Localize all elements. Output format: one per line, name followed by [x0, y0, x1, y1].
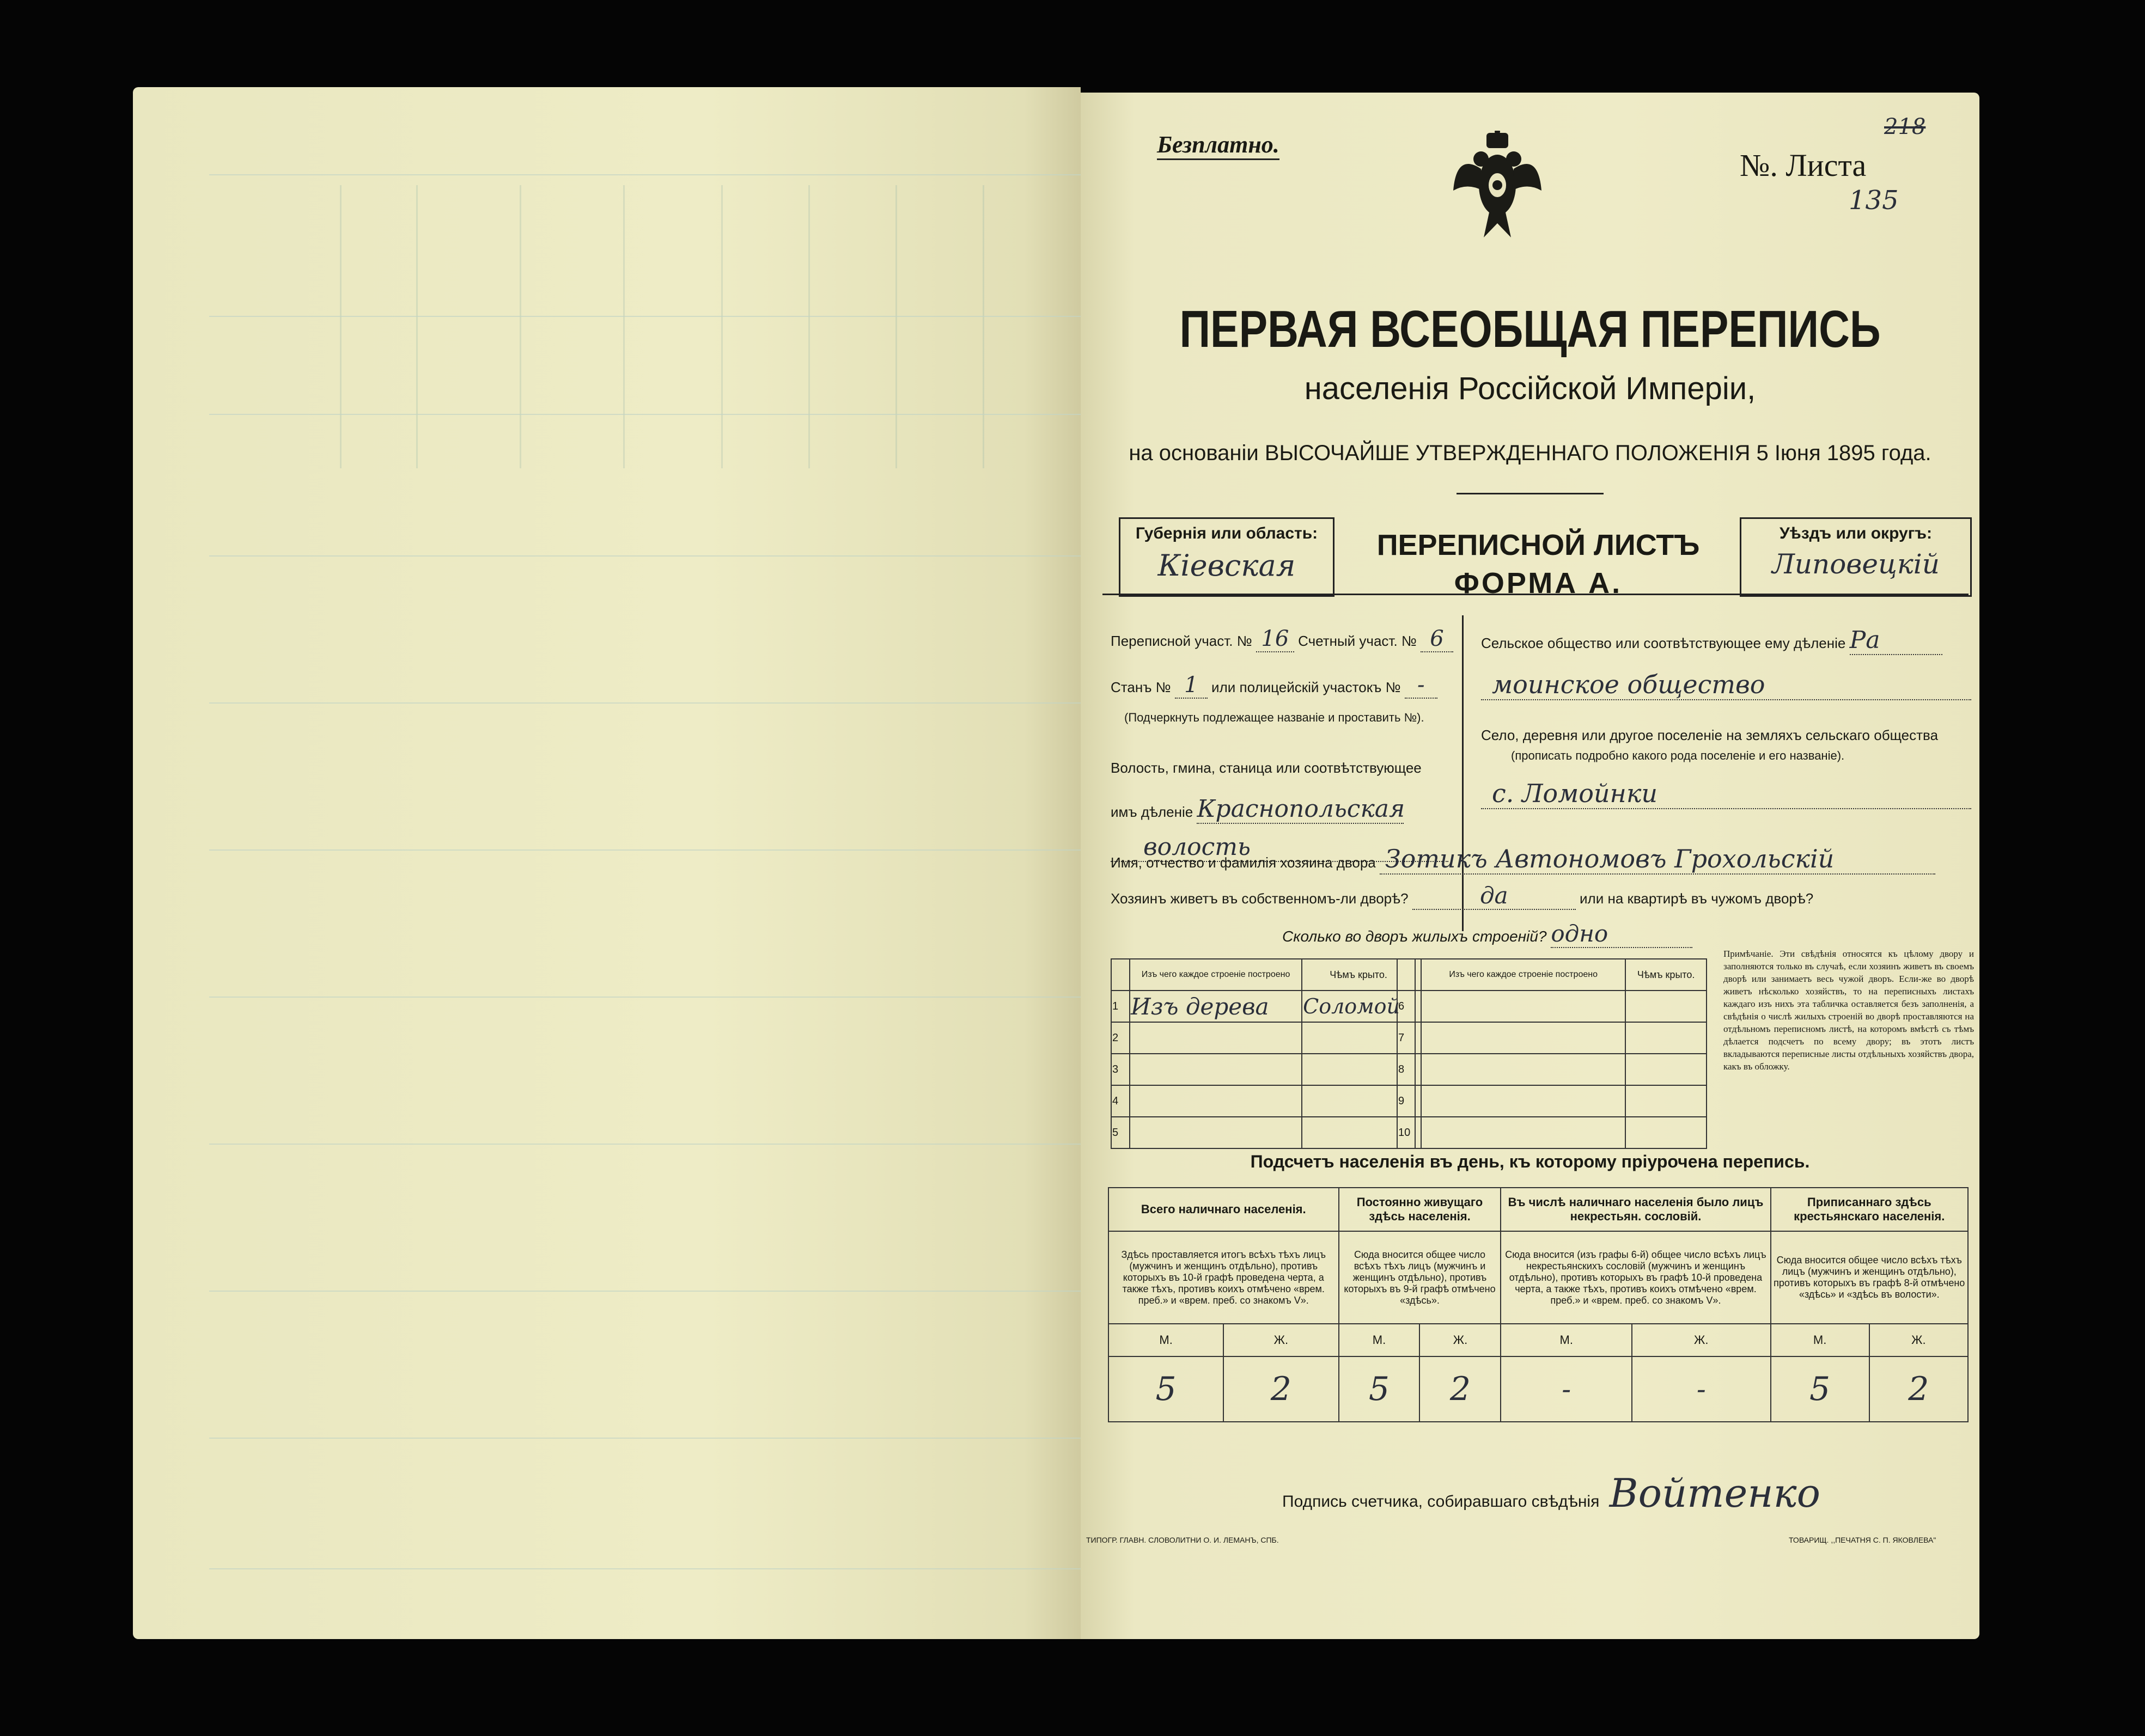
owner-name-value: Зотикъ Автономовъ Грохольскій: [1380, 844, 1935, 875]
pop-col-desc: Здѣсь проставляется итогъ всѣхъ тѣхъ лицъ (мужчинъ и женщинъ отдѣльно), противъ которыхъ въ 10-й графѣ проведена черта, а также тѣхъ, противъ коихъ отмѣчено «врем. преб.» и «врем. преб. со знакомъ V».: [1108, 1231, 1339, 1324]
census-form-page: [1081, 93, 1979, 1639]
society-value: Ра: [1850, 626, 1942, 655]
enumerator-signature: Войтенко: [1609, 1470, 1820, 1516]
pop-col-desc: Сюда вносится (изъ графы 6-й) общее число всѣхъ лицъ некрестьянскихъ сословій (мужчинъ и женщинъ отдѣльно), противъ которыхъ въ графѣ 10-й проведена черта, а также тѣхъ, противъ коихъ отмѣчено «врем. преб.» и «врем. преб. со знакомъ V».: [1501, 1231, 1770, 1324]
ruled-line: [209, 1144, 1190, 1145]
pop-value: -: [1632, 1356, 1770, 1422]
pop-value: 5: [1108, 1356, 1223, 1422]
guberniya-label: Губернія или область:: [1135, 524, 1318, 542]
table-row: 6: [1397, 991, 1707, 1022]
underline-note: (Подчеркнуть подлежащее названіе и проставить №).: [1124, 711, 1424, 724]
guberniya-value: Кіевская: [1157, 548, 1296, 583]
counting-district-value: 6: [1421, 626, 1453, 652]
table-row: 4: [1111, 1085, 1415, 1117]
guberniya-box: [1119, 517, 1334, 597]
buildings-table-left: [1111, 958, 1416, 1149]
pop-value: -: [1501, 1356, 1632, 1422]
population-heading: Подсчетъ населенія въ день, къ которому пріурочена перепись.: [1250, 1152, 1810, 1171]
village-note: (прописать подробно какого рода поселеніе и его названіе).: [1511, 749, 1845, 762]
table-row: 5: [1111, 1117, 1415, 1148]
subtitle: населенія Россійской Имперіи,: [1304, 371, 1756, 406]
pop-col-title: Приписаннаго здѣсь крестьянскаго населенія.: [1771, 1188, 1969, 1231]
buildings-note: Примѣчаніе. Эти свѣдѣнія относятся къ цѣлому двору и заполняются только въ случаѣ, если хозяинъ живетъ въ своемъ дворѣ или занимаетъ весь чужой дворъ. Если-же во дворѣ живетъ нѣсколько хозяйствъ, то на переписныхъ листахъ каждаго изъ нихъ эта табличка оставляется безъ заполненія, а свѣдѣнія о числѣ жилыхъ строеній во дворѣ проставляются на отдѣльномъ переписномъ листѣ, на которомъ вмѣстѣ съ тѣмъ дѣлается подсчетъ по всему двору; въ этотъ листъ вкладываются переписные листы отдѣльныхъ хозяйствъ двора, какъ въ обложку.: [1723, 949, 1974, 1072]
bleed-through-table: [340, 185, 1184, 468]
m-label: М.: [1339, 1324, 1420, 1356]
ruled-line: [209, 702, 1190, 704]
signature-label: Подпись счетчика, собиравшаго свѣдѣнія: [1282, 1493, 1600, 1511]
table-row: 8: [1397, 1054, 1707, 1085]
table-row: 9: [1397, 1085, 1707, 1117]
printer-right: ТОВАРИЩ. ,,ПЕЧАТНЯ С. П. ЯКОВЛЕВА": [1789, 1536, 1936, 1544]
population-table: [1108, 1187, 1969, 1422]
table-row: 10: [1397, 1117, 1707, 1148]
uezd-box: [1740, 517, 1972, 597]
m-label: М.: [1108, 1324, 1223, 1356]
form-rule: [1102, 594, 1969, 595]
owner-apartment-label: или на квартирѣ въ чужомъ дворѣ?: [1580, 890, 1814, 907]
society-label: Сельское общество или соотвѣтствующее ему дѣленіе: [1481, 635, 1846, 651]
left-page: [133, 87, 1081, 1639]
owner-name-label: Имя, отчество и фамилія хозяина двора: [1111, 854, 1376, 871]
col-built-header: Изъ чего каждое строеніе построено: [1130, 959, 1302, 991]
signature-row: [1282, 1470, 1820, 1516]
ruled-line: [209, 555, 1190, 557]
pop-value: 5: [1339, 1356, 1420, 1422]
pop-col-title: Постоянно живущаго здѣсь населенія.: [1339, 1188, 1501, 1231]
sheet-number-struck: 218: [1884, 114, 1926, 139]
police-label: или полицейскій участокъ №: [1211, 679, 1401, 695]
uezd-value: Липовецкій: [1772, 548, 1940, 580]
pop-value: 2: [1223, 1356, 1338, 1422]
col-roof-header: Чѣмъ крыто.: [1625, 959, 1707, 991]
ruled-line: [209, 174, 1190, 175]
buildings-row: [1282, 920, 1692, 948]
pop-col-desc: Сюда вносится общее число всѣхъ тѣхъ лицъ (мужчинъ и женщинъ отдѣльно), противъ которыхъ въ 9-й графѣ отмѣчено «здѣсь».: [1339, 1231, 1501, 1324]
m-label: М.: [1501, 1324, 1632, 1356]
village-label: Село, деревня или другое поселеніе на земляхъ сельскаго общества: [1481, 727, 1939, 743]
main-title: ПЕРВАЯ ВСЕОБЩАЯ ПЕРЕПИСЬ: [1179, 300, 1881, 358]
f-label: Ж.: [1869, 1324, 1968, 1356]
owner-lives-label: Хозяинъ живетъ въ собственномъ-ли дворѣ?: [1111, 890, 1409, 907]
census-district-value: 16: [1256, 626, 1294, 652]
col-built-header: Изъ чего каждое строеніе построено: [1421, 959, 1625, 991]
ruled-line: [209, 316, 1190, 317]
buildings-label: Сколько во дворъ жилыхъ строеній?: [1282, 928, 1547, 945]
ruled-line: [209, 1438, 1190, 1439]
owner-name-row: [1111, 844, 1935, 875]
ruled-line: [209, 1568, 1190, 1569]
volost-value-cont: волость: [1111, 833, 1448, 862]
printer-left: ТИПОГР. ГЛАВН. СЛОВОЛИТНИ О. И. ЛЕМАНЪ, СПБ.: [1086, 1536, 1279, 1544]
free-label: Безплатно.: [1157, 131, 1279, 160]
table-row: 3: [1111, 1054, 1415, 1085]
society-value-cont: моинское общество: [1481, 670, 1971, 700]
ruled-line: [209, 1291, 1190, 1292]
pop-value: 2: [1869, 1356, 1968, 1422]
table-row: 7: [1397, 1022, 1707, 1054]
ruled-line: [209, 849, 1190, 851]
census-district-label: Переписной участ. №: [1111, 633, 1252, 649]
pop-value: 2: [1419, 1356, 1501, 1422]
imperial-eagle-icon: [1451, 131, 1544, 240]
stan-label: Станъ №: [1111, 679, 1171, 695]
pop-col-title: Въ числѣ наличнаго населенія было лицъ некрестьян. сословій.: [1501, 1188, 1770, 1231]
ornament-divider: [1457, 493, 1604, 494]
volost-label: Волость, гмина, станица или соотвѣтствующее: [1111, 760, 1422, 776]
buildings-table-right: [1397, 958, 1707, 1149]
police-value: -: [1405, 673, 1437, 699]
form-title: ФОРМА А.: [1454, 567, 1623, 600]
f-label: Ж.: [1223, 1324, 1338, 1356]
pop-col-desc: Сюда вносится общее число всѣхъ тѣхъ лицъ (мужчинъ и женщинъ отдѣльно), противъ которыхъ въ графѣ 8-й отмѣчено «здѣсь» и «здѣсь въ волости».: [1771, 1231, 1969, 1324]
uezd-label: Уѣздъ или округъ:: [1779, 524, 1933, 542]
volost-label-2: имъ дѣленіе: [1111, 804, 1193, 820]
sheet-number-label: №. Листа: [1740, 148, 1867, 183]
f-label: Ж.: [1632, 1324, 1770, 1356]
owner-lives-value: да: [1412, 882, 1576, 910]
ruled-line: [209, 414, 1190, 415]
sheet-title: ПЕРЕПИСНОЙ ЛИСТЪ: [1376, 529, 1700, 561]
stan-row: [1111, 673, 1437, 699]
owner-lives-row: [1111, 882, 1813, 910]
pop-value: 5: [1771, 1356, 1869, 1422]
ruled-line: [209, 997, 1190, 998]
counting-district-label: Счетный участ. №: [1298, 633, 1417, 649]
society-row: [1481, 626, 1942, 655]
sheet-number-value: 135: [1849, 185, 1899, 216]
volost-row: [1111, 795, 1404, 824]
stan-value: 1: [1175, 673, 1208, 699]
legal-basis: на основаніи ВЫСОЧАЙШЕ УТВЕРЖДЕННАГО ПОЛОЖЕНІЯ 5 Іюня 1895 года.: [1129, 441, 1931, 465]
table-row: 2: [1111, 1022, 1415, 1054]
table-row: 1 Изъ дерева Соломой: [1111, 991, 1415, 1022]
m-label: М.: [1771, 1324, 1869, 1356]
volost-value: Краснопольская: [1197, 795, 1405, 823]
village-value: с. Ломойнки: [1481, 779, 1971, 809]
pop-col-title: Всего наличнаго населенія.: [1108, 1188, 1339, 1231]
f-label: Ж.: [1419, 1324, 1501, 1356]
buildings-value: одно: [1551, 920, 1692, 948]
census-district-row: [1111, 626, 1453, 652]
col-roof-header: Чѣмъ крыто.: [1302, 959, 1415, 991]
